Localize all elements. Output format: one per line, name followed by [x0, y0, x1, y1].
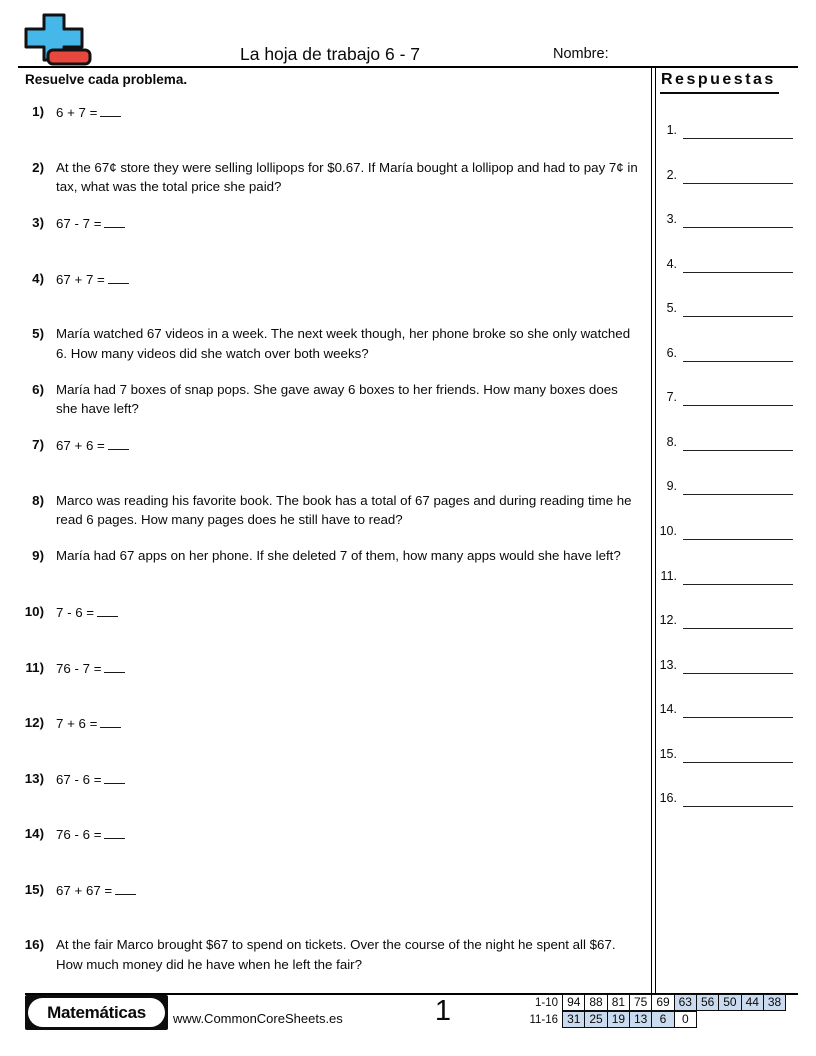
- score-cell: 81: [607, 994, 631, 1011]
- answer-line: [683, 699, 793, 718]
- answer-row: [650, 121, 793, 139]
- problem-text: [56, 769, 639, 790]
- answer-blank: [104, 213, 125, 228]
- answer-line: [683, 655, 793, 674]
- score-cell: 50: [718, 994, 742, 1011]
- problem-text: [56, 324, 639, 363]
- problem-row: [0, 324, 648, 363]
- problem-number: 7): [32, 437, 44, 453]
- answer-row: [650, 789, 793, 807]
- answer-row: [650, 700, 793, 718]
- answer-number: 12.: [659, 613, 677, 628]
- problem-text-content: 67 - 7 =: [56, 216, 102, 232]
- answer-blank: [104, 769, 125, 784]
- answer-row: [650, 477, 793, 495]
- answer-blank: [108, 269, 129, 284]
- problem-number: 12): [24, 715, 44, 731]
- problem-text: [56, 546, 639, 566]
- answer-line: [683, 254, 793, 273]
- answer-line: [683, 566, 793, 585]
- answer-row: [650, 611, 793, 629]
- answer-row: [650, 745, 793, 763]
- score-row-label: 1-10: [534, 997, 558, 1009]
- problem-number: 5): [32, 326, 44, 342]
- answer-row: [650, 210, 793, 228]
- answer-blank: [100, 713, 121, 728]
- problem-number: 2): [32, 159, 44, 175]
- answer-row: [650, 388, 793, 406]
- problem-row: [0, 824, 648, 845]
- problem-row: [0, 769, 648, 790]
- answer-number: 13.: [659, 657, 677, 672]
- problem-text-content: 7 + 6 =: [56, 716, 98, 732]
- answer-row: [650, 433, 793, 451]
- problem-text-content: Marco was reading his favorite book. The book has a total of 67 pages and during reading time he read 6 pages. How many pages does he still have to read?: [56, 492, 632, 528]
- problem-text-content: 7 - 6 =: [56, 604, 95, 620]
- answer-blank: [115, 880, 136, 895]
- answer-line: [683, 744, 793, 763]
- answer-number: 5.: [666, 301, 677, 316]
- problem-row: [0, 213, 648, 234]
- problem-text-content: 76 - 7 =: [56, 660, 102, 676]
- page-number: 1: [434, 995, 452, 1027]
- problem-text: [56, 213, 639, 234]
- score-cell: 44: [741, 994, 765, 1011]
- answer-row: [650, 299, 793, 317]
- problem-text-content: María watched 67 videos in a week. The next week though, her phone broke so she only watched 6. How many videos did she watch over both weeks?: [56, 326, 631, 361]
- problem-text: [56, 269, 639, 290]
- problem-row: [0, 713, 648, 734]
- problem-text-content: 67 - 6 =: [56, 771, 102, 787]
- score-row-label: 11-16: [529, 1014, 558, 1026]
- score-cell: 88: [584, 994, 608, 1011]
- score-cell: 31: [562, 1011, 586, 1028]
- problem-text: [56, 824, 639, 845]
- answer-row: [650, 567, 793, 585]
- problem-number: 3): [32, 215, 44, 231]
- answer-number: 10.: [659, 523, 677, 538]
- problem-number: 9): [32, 548, 44, 564]
- answer-number: 16.: [659, 791, 677, 806]
- problem-row: [0, 380, 648, 419]
- answer-number: 3.: [666, 212, 677, 227]
- problem-text: [56, 935, 639, 974]
- answer-number: 6.: [666, 345, 677, 360]
- problem-row: [0, 491, 648, 530]
- score-cell: 56: [696, 994, 720, 1011]
- problem-text-content: 6 + 7 =: [56, 105, 98, 120]
- problem-row: [0, 102, 648, 123]
- answer-blank: [108, 435, 129, 450]
- answer-number: 8.: [666, 434, 677, 449]
- score-cell: 19: [607, 1011, 631, 1028]
- score-cell: 75: [629, 994, 653, 1011]
- answer-number: 9.: [666, 479, 677, 494]
- problem-row: [0, 435, 648, 456]
- problem-text-content: 67 + 7 =: [56, 271, 105, 287]
- problem-text-content: 67 + 6 =: [56, 438, 105, 454]
- score-cell: 25: [584, 1011, 608, 1028]
- score-cell: 63: [674, 994, 698, 1011]
- answer-number: 4.: [666, 256, 677, 271]
- problem-text-content: At the 67¢ store they were selling lollipops for $0.67. If María bought a lollipop and had to pay 7¢ in tax, what was the total price she paid?: [56, 159, 638, 195]
- answer-number: 1.: [666, 123, 677, 137]
- page-title: La hoja de trabajo 6 - 7: [240, 44, 420, 64]
- problem-row: [0, 602, 648, 623]
- answer-line: [683, 521, 793, 540]
- problem-text-content: María had 7 boxes of snap pops. She gave away 6 boxes to her friends. How many boxes does she have left?: [56, 381, 618, 417]
- score-cell: 38: [763, 994, 787, 1011]
- problem-number: 1): [32, 104, 44, 119]
- problem-number: 16): [24, 937, 44, 953]
- problem-row: [0, 658, 648, 679]
- answer-number: 15.: [659, 746, 677, 761]
- answer-number: 2.: [666, 167, 677, 182]
- problem-number: 6): [32, 381, 44, 397]
- problem-row: [0, 269, 648, 290]
- answer-row: [650, 656, 793, 674]
- problem-text: [56, 380, 639, 419]
- problem-text-content: 67 + 67 =: [56, 882, 113, 898]
- answer-row: [650, 166, 793, 184]
- answer-row: [650, 522, 793, 540]
- answer-blank: [104, 824, 125, 839]
- problem-number: 14): [24, 826, 44, 842]
- answers-title: Respuestas: [660, 71, 779, 94]
- answer-line: [683, 165, 793, 184]
- problem-row: [0, 935, 648, 974]
- answer-blank: [100, 102, 121, 117]
- score-cell: 69: [651, 994, 675, 1011]
- answer-line: [683, 476, 793, 495]
- answer-number: 11.: [660, 568, 677, 583]
- answer-line: [683, 298, 793, 317]
- problem-text: [56, 602, 639, 623]
- brand-badge: [25, 995, 168, 1030]
- score-cells-row: [562, 1011, 697, 1028]
- problem-text-content: María had 67 apps on her phone. If she deleted 7 of them, how many apps would she have left?: [56, 548, 621, 564]
- name-label: Nombre:: [553, 46, 609, 62]
- problem-text: [56, 880, 639, 901]
- problem-text: [56, 102, 639, 123]
- answer-line: [683, 387, 793, 406]
- answer-line: [683, 343, 793, 362]
- problem-row: [0, 546, 648, 566]
- problem-text: [56, 435, 639, 456]
- problem-row: [0, 880, 648, 901]
- answer-line: [683, 432, 793, 451]
- answer-line: [683, 788, 793, 807]
- brand-label: Matemáticas: [28, 998, 165, 1027]
- problem-row: [0, 158, 648, 197]
- problem-number: 13): [24, 770, 44, 786]
- problem-text: [56, 713, 639, 734]
- problem-number: 8): [32, 492, 44, 508]
- score-cell: 94: [562, 994, 586, 1011]
- score-cells-row: [562, 994, 786, 1011]
- problem-text: [56, 491, 639, 530]
- website-text: www.CommonCoreSheets.es: [173, 1011, 343, 1026]
- answer-line: [683, 120, 793, 139]
- answer-line: [683, 610, 793, 629]
- problem-text: [56, 158, 639, 197]
- problem-number: 15): [24, 881, 44, 897]
- header-divider: [18, 66, 798, 68]
- problem-text-content: At the fair Marco brought $67 to spend on tickets. Over the course of the night he spent all $67. How much money did he have when he left the fair?: [56, 937, 616, 972]
- answer-number: 7.: [666, 390, 677, 405]
- answer-blank: [104, 658, 125, 673]
- answer-row: [650, 255, 793, 273]
- score-cell: 13: [629, 1011, 653, 1028]
- instruction-text: Resuelve cada problema.: [25, 72, 188, 87]
- problem-text: [56, 658, 639, 679]
- score-cell: 6: [651, 1011, 675, 1028]
- problem-number: 11): [25, 659, 44, 675]
- answer-blank: [97, 602, 118, 617]
- score-cell: 0: [674, 1011, 698, 1028]
- answer-line: [683, 209, 793, 228]
- problem-text-content: 76 - 6 =: [56, 827, 102, 843]
- answer-row: [650, 344, 793, 362]
- problem-number: 10): [24, 603, 44, 619]
- problem-number: 4): [32, 270, 44, 286]
- answer-number: 14.: [659, 702, 677, 717]
